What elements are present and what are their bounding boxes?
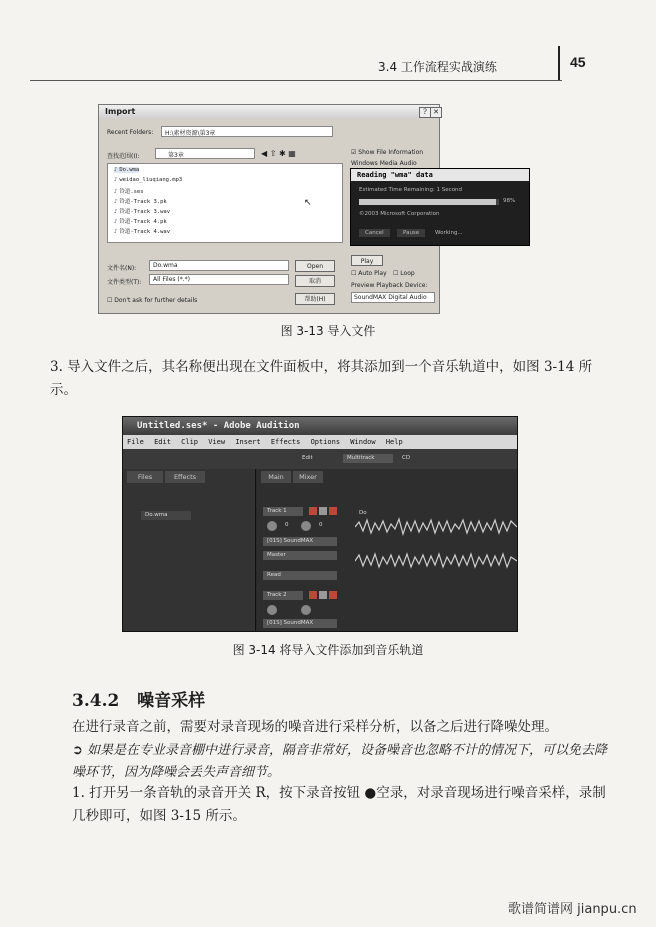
reading-progress-dialog bbox=[350, 168, 530, 246]
filetype-select[interactable] bbox=[149, 274, 289, 285]
track2-record-button[interactable] bbox=[329, 591, 337, 599]
track1-input-device[interactable]: [01S] SoundMAX bbox=[263, 537, 337, 546]
loop-label: Loop bbox=[400, 270, 415, 277]
track2-name[interactable]: Track 2 bbox=[263, 591, 303, 600]
filename-input[interactable] bbox=[149, 260, 289, 271]
tab-files[interactable]: Files bbox=[127, 471, 163, 483]
file-list[interactable] bbox=[107, 163, 343, 243]
track2-volume-knob[interactable] bbox=[267, 605, 277, 615]
recent-folders-value: H:\素材资源\第3章 bbox=[165, 130, 216, 137]
reading-dialog-title: Reading "wma" data bbox=[351, 169, 529, 181]
preview-device-select[interactable] bbox=[351, 292, 435, 303]
import-dialog-title: Import bbox=[99, 105, 439, 119]
look-in-select[interactable] bbox=[155, 148, 255, 159]
multitrack-view-button[interactable]: Multitrack bbox=[343, 454, 393, 463]
clip-name: Do bbox=[359, 510, 367, 516]
track1-volume-knob[interactable] bbox=[267, 521, 277, 531]
preview-device-label: Preview Playback Device: bbox=[351, 282, 428, 289]
loop-checkbox[interactable]: ☐ Loop bbox=[393, 270, 415, 277]
cd-view-button[interactable]: CD bbox=[398, 454, 426, 463]
open-button[interactable]: Open bbox=[295, 260, 335, 272]
file-item[interactable]: ♪ 铃道-Track 3.pk bbox=[114, 197, 167, 205]
recent-folders-label: Recent Folders: bbox=[107, 129, 154, 136]
windows-media-audio-label: Windows Media Audio bbox=[351, 160, 417, 167]
track1-record-button[interactable] bbox=[329, 507, 337, 515]
menu-edit[interactable]: Edit bbox=[154, 438, 171, 446]
track2-pan-knob[interactable] bbox=[301, 605, 311, 615]
edit-view-button[interactable]: Edit bbox=[298, 454, 338, 463]
figure2-caption: 图 3-14 将导入文件添加到音乐轨道 bbox=[232, 643, 424, 657]
show-file-info-checkbox[interactable]: ☑ Show File Information bbox=[351, 149, 424, 156]
file-item[interactable]: ♪ weidao_liuqiang.mp3 bbox=[114, 177, 182, 183]
page-number: 45 bbox=[570, 54, 586, 70]
paragraph-intro: 在进行录音之前，需要对录音现场的噪音进行采样分析，以备之后进行降噪处理。 bbox=[72, 719, 558, 735]
tab-main[interactable]: Main bbox=[261, 471, 291, 483]
file-item[interactable]: ♪ 铃道-Track 4.pk bbox=[114, 217, 167, 225]
files-panel bbox=[123, 469, 256, 631]
tab-mixer[interactable]: Mixer bbox=[293, 471, 323, 483]
track1-output-master[interactable]: Master bbox=[263, 551, 337, 560]
running-header: 3.4 工作流程实战演练 bbox=[378, 60, 497, 74]
help-icon[interactable]: ? bbox=[419, 107, 431, 118]
track1-automation-read[interactable]: Read bbox=[263, 571, 337, 580]
file-item[interactable]: Do.wma bbox=[141, 511, 191, 520]
file-item[interactable]: ♪ Do.wma bbox=[114, 167, 139, 173]
paragraph-step3: 3. 导入文件之后，其名称便出现在文件面板中，将其添加到一个音乐轨道中，如图 3-14 所示。 bbox=[50, 359, 593, 398]
file-item[interactable]: ♪ 铃道.ses bbox=[114, 187, 144, 195]
mouse-cursor-icon: ↖ bbox=[304, 198, 312, 208]
progress-status: Working... bbox=[435, 230, 463, 236]
waveform-right-channel bbox=[355, 550, 517, 572]
track1-name[interactable]: Track 1 bbox=[263, 507, 303, 516]
auto-play-checkbox[interactable]: ☐ Auto Play bbox=[351, 270, 387, 277]
toolbar bbox=[123, 449, 517, 469]
note-icon: ➲ bbox=[72, 743, 88, 758]
menu-window[interactable]: Window bbox=[350, 438, 376, 446]
filename-label: 文件名(N): bbox=[107, 265, 137, 272]
track2-input-device[interactable]: [01S] SoundMAX bbox=[263, 619, 337, 628]
paragraph-step1: 1. 打开另一条音轨的录音开关 R，按下录音按钮 ●空录，对录音现场进行噪音采样，录制几秒即可，如图 3-15 所示。 bbox=[72, 785, 606, 824]
progress-percent: 98% bbox=[503, 198, 516, 204]
header-divider bbox=[558, 46, 560, 80]
file-item[interactable]: ♪ 铃道-Track 3.wav bbox=[114, 207, 170, 215]
watermark: 歌谱简谱网 jianpu.cn bbox=[508, 902, 637, 917]
menu-file[interactable]: File bbox=[127, 438, 144, 446]
track1-pan-value: 0 bbox=[319, 522, 323, 528]
estimated-time-text: Estimated Time Remaining: 1 Second bbox=[359, 187, 463, 193]
progress-cancel-button[interactable]: Cancel bbox=[359, 229, 390, 237]
figure1-caption: 图 3-13 导入文件 bbox=[280, 324, 376, 338]
section-heading bbox=[72, 686, 205, 711]
note-block bbox=[72, 740, 612, 784]
recent-folders-select[interactable] bbox=[161, 126, 333, 137]
track2-solo-button[interactable] bbox=[319, 591, 327, 599]
menu-help[interactable]: Help bbox=[385, 438, 403, 446]
menu-insert[interactable]: Insert bbox=[235, 438, 261, 446]
dont-ask-checkbox[interactable]: ☐ Don't ask for further details bbox=[107, 297, 198, 304]
play-button[interactable]: Play bbox=[351, 255, 383, 266]
section-number: 3.4.2 bbox=[72, 691, 120, 711]
header-rule bbox=[30, 80, 562, 81]
progress-bar bbox=[359, 199, 499, 205]
file-item[interactable]: ♪ 铃道-Track 4.wav bbox=[114, 227, 170, 235]
close-icon[interactable]: ✕ bbox=[430, 107, 442, 118]
nav-toolbar-icons[interactable]: ◀ ⇧ ✱ ▦ bbox=[261, 149, 296, 158]
note-text: 如果是在专业录音棚中进行录音，隔音非常好，设备噪音也忽略不计的情况下，可以免去降噪环节，因为降噪会丢失声音细节。 bbox=[72, 743, 608, 780]
cancel-button[interactable]: 取消 bbox=[295, 275, 335, 287]
track1-volume-value: 0 bbox=[285, 522, 289, 528]
look-in-value: 第3章 bbox=[168, 152, 184, 159]
auto-play-label: Auto Play bbox=[358, 270, 387, 277]
dont-ask-label: Don't ask for further details bbox=[114, 297, 198, 304]
filename-value: Do.wma bbox=[153, 262, 178, 269]
track1-pan-knob[interactable] bbox=[301, 521, 311, 531]
show-file-info-label: Show File Information bbox=[358, 149, 424, 156]
audition-window-title: Untitled.ses* - Adobe Audition bbox=[123, 417, 517, 435]
track1-mute-button[interactable] bbox=[309, 507, 317, 515]
filetype-value: All Files (*.*) bbox=[153, 276, 191, 283]
section-title: 噪音采样 bbox=[137, 691, 206, 711]
track1-solo-button[interactable] bbox=[319, 507, 327, 515]
figure-audition-window bbox=[122, 416, 518, 632]
progress-pause-button[interactable]: Pause bbox=[397, 229, 425, 237]
tab-effects[interactable]: Effects bbox=[165, 471, 205, 483]
preview-device-value: SoundMAX Digital Audio bbox=[354, 294, 427, 301]
filetype-label: 文件类型(T): bbox=[107, 279, 142, 286]
menu-view[interactable]: View bbox=[208, 438, 226, 446]
menu-clip[interactable]: Clip bbox=[181, 438, 199, 446]
look-in-label: 查找范围(I): bbox=[107, 153, 140, 160]
track2-mute-button[interactable] bbox=[309, 591, 317, 599]
waveform-left-channel bbox=[355, 516, 517, 538]
help-button[interactable]: 帮助(H) bbox=[295, 293, 335, 305]
menu-effects[interactable]: Effects bbox=[270, 438, 301, 446]
menu-options[interactable]: Options bbox=[310, 438, 341, 446]
progress-bar-fill bbox=[359, 199, 496, 205]
menu-bar bbox=[123, 435, 517, 449]
copyright-text: ©2003 Microsoft Corporation bbox=[359, 211, 440, 217]
